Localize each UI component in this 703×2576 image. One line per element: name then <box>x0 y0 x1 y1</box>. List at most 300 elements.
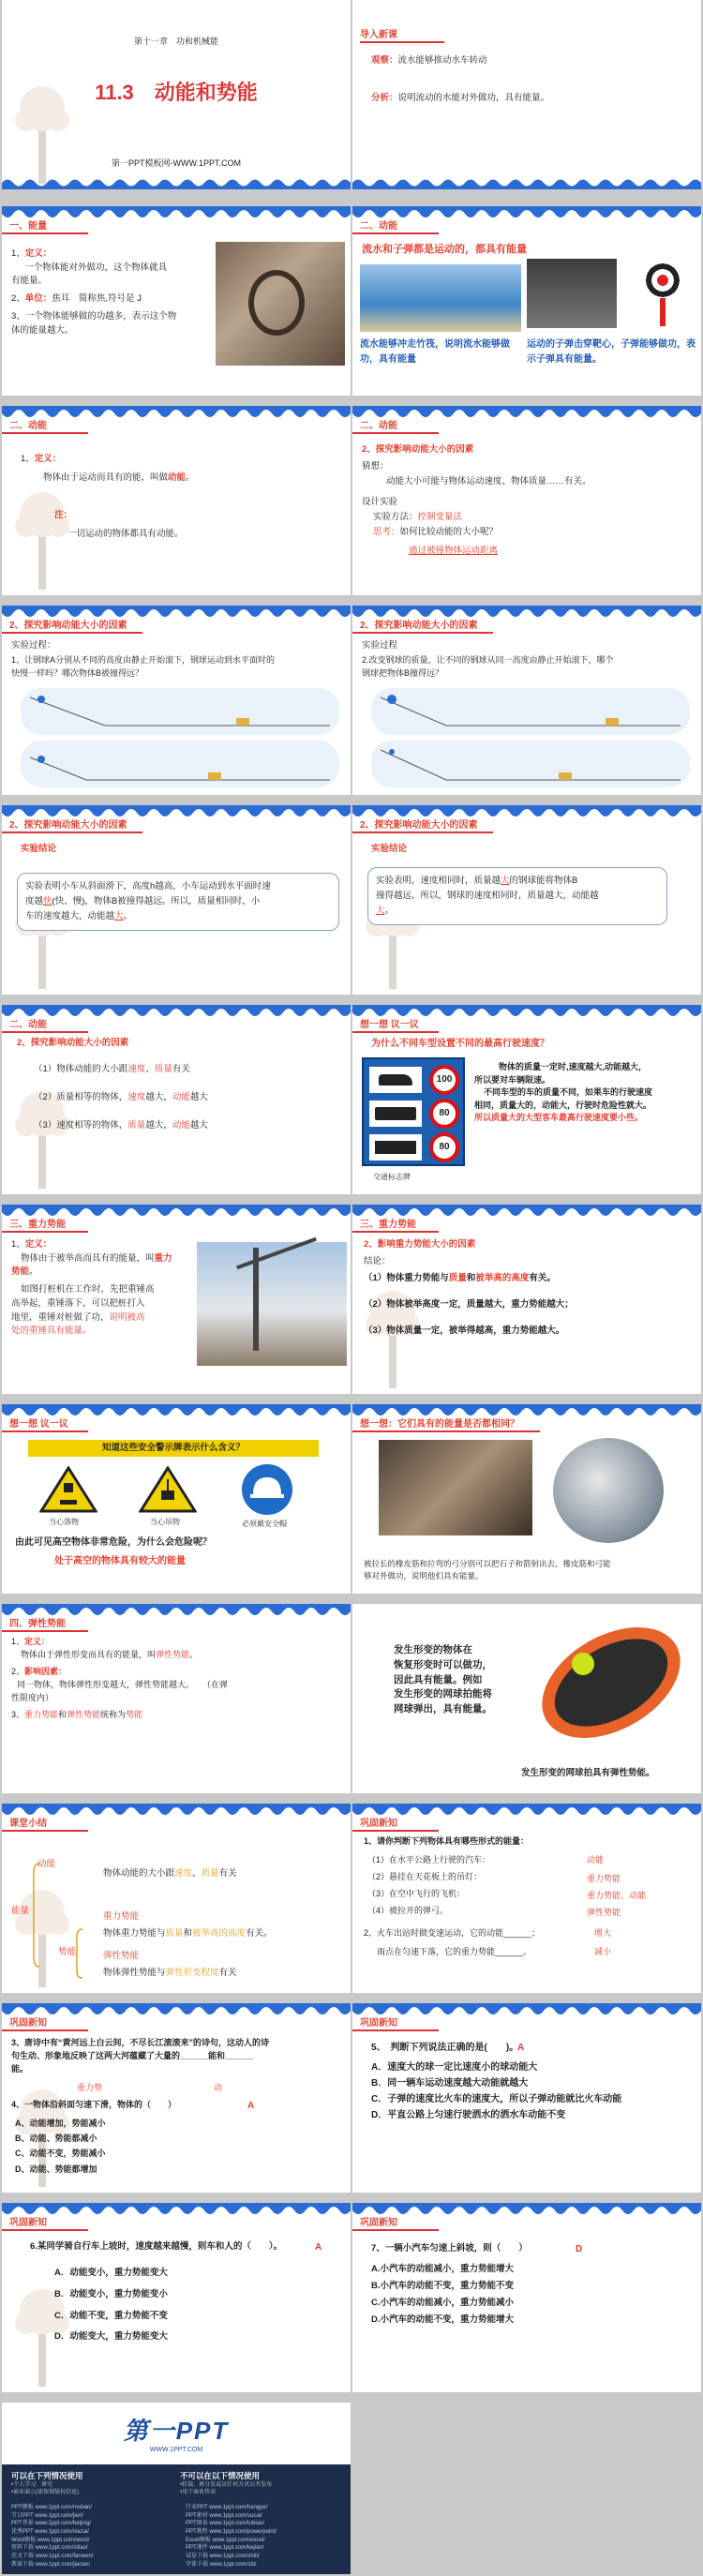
ball-icon <box>389 749 395 755</box>
slide-header: 巩固新知 <box>360 2018 397 2029</box>
think-label: 思考： <box>373 527 400 537</box>
slide-gravitational-def[interactable] <box>2 1205 351 1394</box>
factor-label: 影响因素： <box>24 1666 67 1676</box>
shooter-photo <box>527 259 617 328</box>
keyword: 质量 <box>127 1120 146 1131</box>
process-label: 实验过程 <box>362 640 398 651</box>
block-icon <box>208 772 221 780</box>
think-answer: 通过被撞物体运动距离 <box>409 546 499 556</box>
definition-text: 物体由于弹性形变而具有的能量，叫 <box>21 1649 157 1659</box>
pile-highlight: 处的重锤具有能量。 <box>11 1325 92 1337</box>
banner-text: 流水和子弹都是运动的，都具有能量 <box>362 244 527 255</box>
keyword: 弹性势能 <box>67 1709 101 1719</box>
top-wave <box>352 206 701 221</box>
slide-credits[interactable] <box>2 2403 351 2574</box>
slide-energy-def[interactable] <box>2 206 351 396</box>
punct: 和 <box>58 1709 67 1719</box>
keyword: 被举高的高度 <box>192 1928 247 1939</box>
top-wave <box>352 406 701 421</box>
punct: 、 <box>145 1064 155 1074</box>
slide-header: 三、重力势能 <box>9 1220 66 1230</box>
sign-label: 必须戴安全帽 <box>242 1520 287 1528</box>
falling-object-warning-icon <box>39 1466 97 1513</box>
slide-exercise-5[interactable] <box>352 2003 701 2193</box>
footer-link[interactable]: PPT素材 www.1ppt.com/sucai/ <box>186 2512 262 2519</box>
energy-work-text: 3、一个物体能够做的功越多，表示这个物 <box>11 310 177 322</box>
answer: 弹性势能 <box>587 1908 621 1917</box>
slide-conclusion-mass[interactable] <box>352 805 701 995</box>
credits-panel <box>2 2464 351 2574</box>
definition-text: 一个物体能对外做功，这个物体就具 <box>24 262 168 273</box>
option[interactable]: B、动能、势能都减小 <box>15 2134 97 2144</box>
top-wave <box>2 2003 351 2018</box>
lesson-title: 11.3 动能和势能 <box>95 81 258 104</box>
header-underline <box>2 632 142 634</box>
forbidden-item: •转载、再分发或以任何方式公开发布 <box>180 2482 273 2488</box>
note-text: 一切运动的物体都具有动能。 <box>67 529 184 539</box>
footer-link[interactable]: 教案下载 www.1ppt.com/jiaoan/ <box>11 2561 91 2568</box>
definition-text: 物体由于运动而具有的能，叫做 <box>43 472 169 483</box>
keyword: 弹性势能 <box>156 1649 190 1659</box>
item-number: 1、 <box>21 454 35 464</box>
slide-header: 想一想：它们具有的能量是否都相同？ <box>360 1419 519 1430</box>
question-item: （4）被拉开的弹弓。 <box>367 1906 449 1915</box>
unit-text: 焦耳 简称焦,符号是 J <box>52 293 142 305</box>
option[interactable]: C．子弹的速度比火车的速度大，所以子弹动能就比火车动能 <box>371 2094 622 2104</box>
header-underline <box>2 232 88 234</box>
slide-cover[interactable] <box>2 0 351 189</box>
allowed-item: •商业演示(需保留版权信息) <box>11 2490 80 2496</box>
top-wave <box>2 2203 351 2218</box>
allowed-item: •个人学习、研究 <box>11 2482 53 2488</box>
punct: 。 <box>186 472 195 483</box>
process-text-cont: 快慢一样吗？哪次物体B被撞得远？ <box>11 667 144 678</box>
answer: A <box>517 2043 525 2053</box>
header-underline <box>2 1430 88 1432</box>
speed-sign: 100 <box>429 1065 459 1095</box>
slide-kinetic-examples[interactable] <box>352 206 701 396</box>
answer: 增大 <box>594 1928 612 1938</box>
rule-text: 和 <box>466 1273 476 1283</box>
question: 2、火车出站时做变速运动，它的动能______； <box>364 1928 541 1938</box>
factor-text: 同一物体，物体弹性形变越大，弹性势能越大。 （在弹 <box>17 1679 229 1689</box>
keyword: 弹性形变程度 <box>165 1968 219 1978</box>
process-text: 2.改变钢球的质量，让不同的钢球从同一高度由静止开始滚下，哪个 <box>362 655 614 665</box>
top-wave <box>2 1804 351 1819</box>
explanation-line: 不同车型的车的质量不同，如果车的行驶速度 <box>484 1087 653 1097</box>
punct: 。 <box>384 906 395 917</box>
observe-label: 观察： <box>371 55 398 66</box>
question: 6.某同学骑自行车上坡时，速度越来越慢，则车和人的（ ）。 <box>30 2241 283 2252</box>
slide-exercise-1-2[interactable] <box>352 1804 701 1993</box>
tennis-racket-icon <box>517 1608 696 1758</box>
slide-header: 课堂小结 <box>9 1819 47 1829</box>
explanation-line: 物体的质量一定时,速度越大,动能越大， <box>499 1062 648 1071</box>
punct: 和 <box>183 1928 193 1939</box>
keyword: 质量 <box>201 1868 219 1879</box>
header-underline <box>2 2229 88 2231</box>
definition-label: 定义： <box>24 1239 52 1250</box>
slide-elastic-examples[interactable] <box>352 1404 701 1594</box>
option[interactable]: A．速度大的球一定比速度小的球动能大 <box>371 2062 538 2073</box>
keyword: 势能 <box>11 1266 30 1278</box>
waterwheel-photo <box>216 242 345 366</box>
pile-driver-photo <box>197 1242 347 1366</box>
slide-exercise-6[interactable] <box>2 2203 351 2392</box>
answer-blank: 大 <box>501 876 510 886</box>
slide-tennis-racket[interactable] <box>352 1604 701 1793</box>
method-value: 控制变量法 <box>417 512 463 522</box>
pile-highlight: 说明被高 <box>109 1311 145 1323</box>
summary-text: 物体动能的大小跟 <box>103 1868 175 1879</box>
hanging-load-warning-icon <box>139 1466 197 1513</box>
ramp-diagram <box>371 688 690 791</box>
summary-root: 能量 <box>11 1906 30 1916</box>
top-wave <box>2 1005 351 1020</box>
top-wave <box>2 206 351 221</box>
summary-potential: 势能 <box>58 1947 77 1957</box>
header-underline <box>352 2029 439 2031</box>
answer-blank: 大 <box>376 906 385 917</box>
item-number: 1、 <box>11 1637 25 1646</box>
item-number: 2、 <box>11 293 25 305</box>
rule-text: （3）物体质量一定，被举得越高，重力势能越大。 <box>364 1325 565 1336</box>
footer-link[interactable]: 优秀PPT www.1ppt.com/xiazai/ <box>11 2529 89 2536</box>
slide-header: 想一想 议一议 <box>360 1020 419 1030</box>
option[interactable]: D.小汽车的动能不变，重力势能增大 <box>371 2314 515 2326</box>
rule-text: 越大， <box>145 1092 172 1102</box>
section-title: 2、探究影响动能大小的因素 <box>17 1038 129 1048</box>
header-underline <box>2 1231 88 1233</box>
block-icon <box>606 718 619 726</box>
block-icon <box>559 772 572 780</box>
header-underline <box>352 232 439 234</box>
footer-link[interactable]: 资料下载 www.1ppt.com/ziliao/ <box>11 2545 88 2552</box>
summary-elastic: 弹性势能 <box>103 1951 140 1961</box>
header-underline <box>360 41 444 43</box>
rule-text: 越大， <box>145 1120 172 1131</box>
definition-label: 定义： <box>24 1637 51 1646</box>
process-label: 实验过程： <box>11 640 56 651</box>
site-label: 第一PPT模板网-WWW.1PPT.COM <box>112 158 241 168</box>
header-underline <box>2 831 142 833</box>
summary-kinetic: 动能 <box>37 1859 56 1869</box>
item-number: 1、 <box>11 248 25 259</box>
chapter-label: 第十一章 功和机械能 <box>133 37 218 46</box>
conclusion-label: 结论： <box>364 1256 391 1266</box>
racket-text: 网球弹出，具有能量。 <box>394 1703 492 1715</box>
racket-text: 因此具有能量。例如 <box>394 1673 483 1685</box>
racket-text: 发生形变的网球拍能将 <box>394 1688 492 1700</box>
header-underline <box>2 2029 88 2031</box>
slide-header: 巩固新知 <box>9 2218 47 2228</box>
answer-blank: 大 <box>114 911 124 922</box>
ramp-diagram <box>21 688 339 791</box>
slide-header: 2、探究影响动能大小的因素 <box>9 820 127 831</box>
bullet-caption: 运动的子弹击穿靶心，子弹能够做功，表示子弹具有能量。 <box>527 339 696 365</box>
slide-header: 四、弹性势能 <box>9 1619 66 1629</box>
analyze-text: 说明流动的水能对外做功，具有能量。 <box>397 93 550 103</box>
item-number: 1、 <box>11 1239 25 1250</box>
keyword: 质量 <box>165 1928 184 1939</box>
slide-header: 2、探究影响动能大小的因素 <box>9 621 127 631</box>
ball-icon <box>37 696 45 703</box>
explanation-line: 够对外做功，说明他们具有能量。 <box>364 1570 484 1580</box>
factor-text-cont: 性限度内） <box>11 1692 54 1702</box>
question: 5、 判断下列说法正确的是( )。 <box>371 2043 519 2053</box>
header-underline <box>352 1430 540 1432</box>
option[interactable]: A.小汽车的动能减小，重力势能增大 <box>371 2264 515 2274</box>
option[interactable]: B．同一辆车运动速度越大动能就越大 <box>371 2078 529 2089</box>
footer-link[interactable]: PPT图表 www.1ppt.com/tubiao/ <box>186 2521 265 2527</box>
slide-exercise-3-4[interactable] <box>2 2003 351 2193</box>
slide-header: 2、探究影响动能大小的因素 <box>360 820 478 831</box>
top-wave <box>352 1804 701 1819</box>
slide-header: 二、动能 <box>9 421 47 431</box>
slide-header: 一、能量 <box>9 221 47 232</box>
slide-kinetic-factors[interactable] <box>352 406 701 595</box>
option[interactable]: C、动能不变，势能减小 <box>15 2149 106 2159</box>
question: 句生动、形象地反映了这两大河蕴藏了大量的______能和______ <box>11 2050 254 2060</box>
conclusion-line: (快、慢)，物体B被撞得越远。所以，质量相同时，小 <box>52 896 261 907</box>
answer: 重力势能 <box>587 1874 621 1883</box>
question-item: （2）悬挂在天花板上的吊灯： <box>367 1872 483 1881</box>
slide-header: 巩固新知 <box>9 2018 47 2029</box>
answer: 重力势能、动能 <box>587 1891 647 1900</box>
definition-text: 物体由于被举高而具有的能量，叫 <box>21 1252 155 1264</box>
slide-kinetic-def[interactable] <box>2 406 351 595</box>
keyword: 速度 <box>127 1092 146 1102</box>
sign-question: 知道这些安全警示牌表示什么含义？ <box>28 1440 319 1457</box>
header-underline <box>2 1830 88 1832</box>
hypothesis-text: 动能大小可能与物体运动速度、物体质量……有关。 <box>386 476 591 487</box>
option[interactable]: D．平直公路上匀速行驶洒水的洒水车动能不变 <box>371 2110 566 2120</box>
conclusion-line: 撞得越远，所以，钢球的速度相同时，质量越大，动能越 <box>376 891 599 902</box>
racket-text: 发生形变的物体在 <box>394 1644 472 1655</box>
keyword: 重力势能 <box>24 1709 59 1719</box>
hard-hat-required-icon <box>240 1462 294 1517</box>
speed-sign: 80 <box>429 1132 459 1162</box>
answer: 减小 <box>594 1947 612 1956</box>
keyword: 速度 <box>127 1064 146 1074</box>
danger-answer: 处于高空的物体具有较大的能量 <box>54 1556 186 1566</box>
observe-text: 流水能够推动水车转动 <box>397 55 487 66</box>
method-label: 实验方法： <box>373 512 418 522</box>
option[interactable]: A、动能增加，势能减小 <box>15 2119 106 2128</box>
definition-text-cont: 有能量。 <box>11 276 48 287</box>
racket-text: 恢复形变时可以做功， <box>394 1658 492 1670</box>
definition-label: 定义： <box>24 248 52 259</box>
slide-conclusion-speed[interactable] <box>2 805 351 995</box>
waterwheel-icon <box>248 270 305 336</box>
conclusion-line: 车的速度越大，动能越 <box>25 911 115 922</box>
slingshot-photo <box>379 1440 532 1535</box>
explanation-line: 所以要对车辆限速。 <box>474 1074 551 1085</box>
rule-text: 越大 <box>189 1120 208 1131</box>
explanation-line: 相同，质量大的，动能大，行驶时危险性就大。 <box>474 1100 652 1110</box>
slide-header: 想一想 议一议 <box>9 1419 68 1430</box>
unit-label: 单位： <box>24 293 52 305</box>
footer-link[interactable]: 字体下载 www.1ppt.com/ziti/ <box>186 2561 257 2568</box>
conclusion-label: 实验结论 <box>21 844 57 854</box>
summary-text: 有关 <box>218 1868 237 1879</box>
keyword: 质量 <box>448 1273 467 1283</box>
option[interactable]: D．动能变大，重力势能变大 <box>54 2331 168 2343</box>
header-underline <box>352 831 493 833</box>
header-underline <box>352 1231 439 1233</box>
slide-header: 二、动能 <box>9 1020 47 1030</box>
ball-icon <box>387 695 396 704</box>
pile-text: 高举起，重锤落下，可以把桩打入 <box>11 1297 145 1309</box>
rule-text: （1）物体重力势能与 <box>364 1273 449 1283</box>
explanation-conclusion: 所以质量大的大型客车最高行驶速度要小些。 <box>474 1113 644 1122</box>
link-list <box>11 2504 341 2569</box>
slide-header: 巩固新知 <box>360 1819 397 1829</box>
option[interactable]: C．动能不变，重力势能不变 <box>54 2310 168 2321</box>
footer-link[interactable]: 节日PPT www.1ppt.com/jieri/ <box>11 2512 83 2519</box>
summary-gravitational: 重力势能 <box>103 1911 140 1922</box>
slide-summary[interactable] <box>2 1804 351 1993</box>
footer-link[interactable]: Word模板 www.1ppt.com/word/ <box>11 2537 90 2543</box>
rule-text: 有关 <box>172 1064 190 1074</box>
slide-header: 三、重力势能 <box>360 1220 416 1230</box>
slide-safety-signs[interactable] <box>2 1404 351 1594</box>
slide-intro[interactable] <box>352 0 701 189</box>
question: 4、一物体沿斜面匀速下滑，物体的（ ） <box>11 2100 177 2109</box>
question: 为什么不同车型设置不同的最高行驶速度？ <box>371 1039 549 1049</box>
question-item: （1）在水平公路上行驶的汽车： <box>367 1855 491 1865</box>
footer-link[interactable]: 行业PPT www.1ppt.com/hangye/ <box>186 2505 268 2510</box>
answer: D <box>576 2244 583 2254</box>
conclusion-line: 实验表明小车从斜面滑下，高度h越高，小车运动到水平面时速 <box>25 881 271 891</box>
footer-link[interactable]: 范文下载 www.1ppt.com/fanwen/ <box>11 2554 94 2560</box>
design-label: 设计实验 <box>362 497 398 507</box>
top-wave <box>352 2203 701 2218</box>
forbidden-item: •用于商业售卖 <box>180 2490 217 2496</box>
top-wave <box>2 406 351 421</box>
bottom-wave <box>2 176 351 189</box>
footer-link[interactable]: PPT教程 www.1ppt.com/powerpoint/ <box>186 2529 277 2536</box>
definition-label: 定义： <box>34 454 62 464</box>
header-underline <box>352 2229 439 2231</box>
question: 雨点在匀速下落，它的重力势能______。 <box>377 1947 532 1956</box>
rule-text: （3）速度相等的物体， <box>34 1120 128 1131</box>
punct: 。 <box>189 1649 199 1659</box>
option[interactable]: D、动能、势能都增加 <box>15 2164 97 2174</box>
slide-experiment-mass[interactable] <box>352 606 701 795</box>
option[interactable]: A．动能变小，重力势能变大 <box>54 2268 168 2278</box>
answer: 动 <box>214 2083 223 2092</box>
keyword: 重力 <box>154 1252 172 1264</box>
racket-caption: 发生形变的网球拍具有弹性势能。 <box>521 1768 655 1778</box>
keyword: 势能 <box>126 1709 143 1719</box>
top-wave <box>352 2003 701 2018</box>
sign-caption: 交通标志牌 <box>373 1173 411 1181</box>
site-url: WWW.1PPT.COM <box>149 2447 203 2453</box>
slide-speed-limit[interactable] <box>352 1005 701 1194</box>
option[interactable]: C.小汽车的动能减小，重力势能减小 <box>371 2298 515 2309</box>
speed-sign: 80 <box>429 1099 459 1129</box>
slide-header: 二、动能 <box>360 421 397 431</box>
conclusion-line: 的钢球能将物体B <box>509 876 578 886</box>
item-number: 3、 <box>11 1709 25 1719</box>
keyword: 速度 <box>174 1868 193 1879</box>
question-item: （3）在空中飞行的飞机： <box>367 1889 466 1898</box>
explanation-line: 被拉长的橡皮筋和拉弯的弓分别可以把石子和箭射出去，橡皮筋和弓能 <box>364 1559 611 1568</box>
summary-text: 有关。 <box>246 1928 273 1939</box>
rule-text: （2）质量相等的物体， <box>34 1092 128 1102</box>
hypothesis-label: 猜想： <box>362 461 389 472</box>
answer: 重力势 <box>77 2083 103 2092</box>
slide-experiment-height[interactable] <box>2 606 351 795</box>
conclusion-box <box>367 867 667 925</box>
slide-elastic-def[interactable] <box>2 1604 351 1793</box>
header-underline <box>2 1630 88 1632</box>
footer-link[interactable]: Excel模板 www.1ppt.com/excel/ <box>186 2537 265 2543</box>
slide-gravitational-factors[interactable] <box>352 1205 701 1394</box>
footer-link[interactable]: PPT模板 www.1ppt.com/moban/ <box>11 2505 93 2510</box>
sign-label: 当心落物 <box>49 1518 79 1526</box>
question: 7、一辆小汽车匀速上斜坡，则（ ） <box>371 2243 528 2254</box>
definition-text: 统称为 <box>100 1709 127 1719</box>
slide-header: 导入新课 <box>360 30 397 40</box>
keyword: 动能 <box>172 1120 190 1131</box>
slide-header: 巩固新知 <box>360 2218 397 2228</box>
header-underline <box>2 432 88 434</box>
keyword: 被举高的高度 <box>475 1273 530 1283</box>
footer-link[interactable]: 试卷下载 www.1ppt.com/shiti/ <box>186 2554 260 2560</box>
bottom-wave <box>352 176 701 189</box>
question: 3、唐诗中有“黄河远上白云间，不尽长江滚滚来”的诗句，这动人的诗 <box>11 2038 270 2047</box>
pile-text: 地里，重锤对桩做了功， <box>11 1311 110 1323</box>
slide-kinetic-summary[interactable] <box>2 1005 351 1194</box>
answer: 动能 <box>587 1855 605 1865</box>
question: 1、请你判断下列物体具有哪些形式的能量： <box>364 1836 530 1846</box>
site-logo: 第一PPT <box>123 2417 230 2445</box>
logo-area <box>2 2403 351 2464</box>
summary-text: 物体重力势能与 <box>103 1928 166 1939</box>
car-icon <box>369 1067 422 1093</box>
footer-link[interactable]: PPT课件 www.1ppt.com/kejian/ <box>186 2545 264 2552</box>
option[interactable]: B．动能变小，重力势能变小 <box>54 2288 168 2299</box>
rule-text: 越大 <box>189 1092 208 1102</box>
conclusion-line: 实验表明，速度相同时，质量越 <box>376 876 501 886</box>
allowed-heading: 可以在下列情况使用 <box>11 2471 83 2480</box>
section-title: 2、探究影响动能大小的因素 <box>362 444 474 455</box>
header-underline <box>352 1031 439 1033</box>
truck-icon <box>369 1134 422 1161</box>
forbidden-heading: 不可以在以下情况使用 <box>180 2471 261 2480</box>
keyword: 动能 <box>172 1092 190 1102</box>
bus-icon <box>369 1101 422 1127</box>
note-label: 注： <box>54 510 73 520</box>
option[interactable]: B.小汽车的动能不变，重力势能不变 <box>371 2281 515 2292</box>
slide-exercise-7[interactable] <box>352 2203 701 2392</box>
header-underline <box>352 1830 439 1832</box>
footer-link[interactable]: PPT背景 www.1ppt.com/beijing/ <box>11 2521 92 2527</box>
answer-blank: 快 <box>43 896 52 907</box>
traffic-sign-board <box>362 1057 465 1166</box>
conclusion-box <box>17 873 339 931</box>
think-question: 如何比较动能的大小呢？ <box>399 527 499 537</box>
header-underline <box>352 632 493 634</box>
header-underline <box>352 432 439 434</box>
slide-header: 2、探究影响动能大小的因素 <box>360 621 478 631</box>
archer-photo <box>553 1438 664 1543</box>
rule-text: （2）物体被举高度一定，质量越大，重力势能越大； <box>364 1299 574 1310</box>
keyword: 质量 <box>154 1064 172 1074</box>
pile-text: 如图打桩机在工作时，先把重锤高 <box>21 1284 155 1295</box>
